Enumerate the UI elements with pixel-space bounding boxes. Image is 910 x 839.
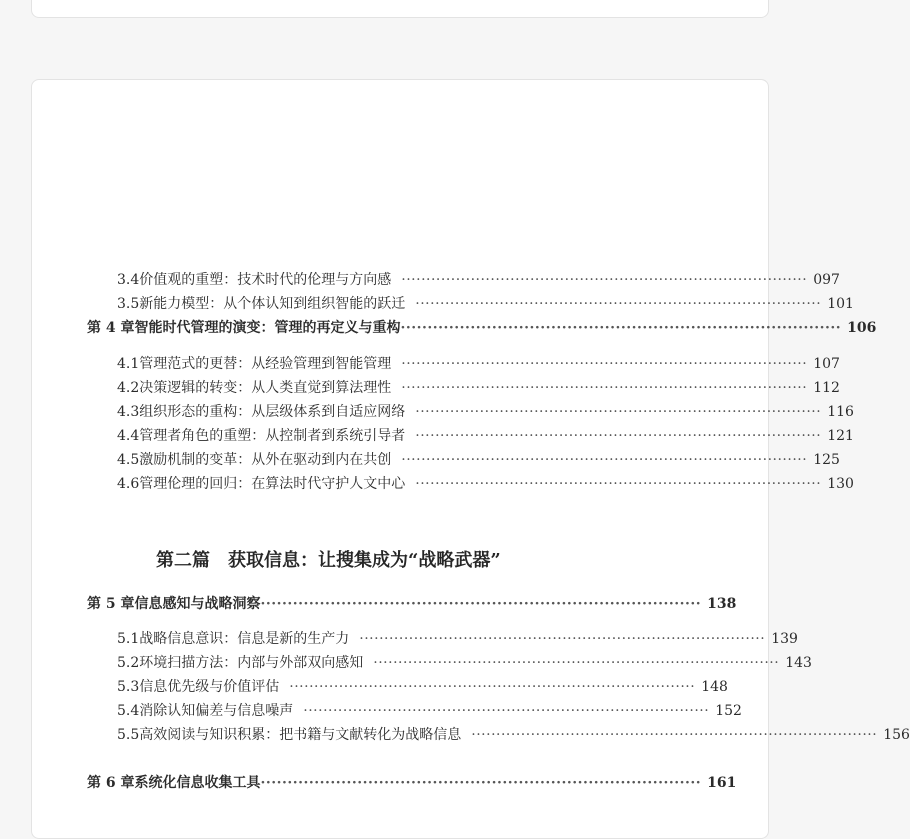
leader-dots: ··················································································: [260, 775, 702, 791]
section-title: 管理者角色的重塑：从控制者到系统引导者: [139, 428, 406, 444]
page-number: 148: [701, 679, 728, 695]
section-title: 价值观的重塑：技术时代的伦理与方向感: [139, 272, 392, 288]
part-title: 获取信息：让搜集成为“战略武器”: [228, 550, 501, 571]
section-number: 3.4: [117, 272, 140, 288]
leader-dots: ··················································································: [289, 679, 696, 695]
chapter-title: 信息感知与战略洞察: [134, 596, 261, 612]
toc-entry-4-1[interactable]: [117, 355, 840, 373]
section-number: 3.5: [117, 296, 140, 312]
previous-page-card: [31, 0, 769, 18]
leader-dots: ··················································································: [400, 320, 842, 336]
page-number: 156: [883, 727, 910, 743]
leader-dots: ··················································································: [415, 428, 822, 444]
page-number: 107: [813, 356, 840, 372]
leader-dots: ··················································································: [415, 404, 822, 420]
page-number: 130: [827, 476, 854, 492]
leader-dots: ··················································································: [401, 452, 808, 468]
part-number: 第二篇: [156, 550, 210, 571]
leader-dots: ··················································································: [401, 272, 808, 288]
section-number: 4.4: [117, 428, 140, 444]
toc-chapter-4[interactable]: [87, 319, 877, 337]
toc-entry-5-3[interactable]: [117, 678, 728, 696]
section-number: 4.5: [117, 452, 140, 468]
toc-entry-3-5[interactable]: [117, 295, 854, 313]
page-number: 121: [827, 428, 854, 444]
section-number: 5.4: [117, 703, 140, 719]
section-title: 战略信息意识：信息是新的生产力: [139, 631, 350, 647]
toc-entry-4-4[interactable]: [117, 427, 854, 445]
section-number: 4.1: [117, 356, 140, 372]
leader-dots: ··················································································: [359, 631, 766, 647]
page-number: 116: [827, 404, 854, 420]
leader-dots: ··················································································: [401, 380, 808, 396]
chapter-number: 第 5 章: [87, 596, 135, 612]
page-number: 152: [715, 703, 742, 719]
toc-entry-5-4[interactable]: [117, 702, 742, 720]
toc-entry-4-6[interactable]: [117, 475, 854, 493]
toc-entry-5-2[interactable]: [117, 654, 812, 672]
chapter-number: 第 4 章: [87, 320, 135, 336]
section-title: 管理范式的更替：从经验管理到智能管理: [139, 356, 392, 372]
section-number: 5.1: [117, 631, 140, 647]
section-number: 5.2: [117, 655, 140, 671]
section-number: 5.3: [117, 679, 140, 695]
section-title: 高效阅读与知识积累：把书籍与文献转化为战略信息: [139, 727, 462, 743]
section-title: 环境扫描方法：内部与外部双向感知: [139, 655, 364, 671]
chapter-title: 智能时代管理的演变：管理的再定义与重构: [134, 320, 401, 336]
section-number: 4.2: [117, 380, 140, 396]
leader-dots: ··················································································: [415, 296, 822, 312]
toc-entry-4-3[interactable]: [117, 403, 854, 421]
page-number: 106: [847, 320, 877, 336]
page-number: 138: [707, 596, 737, 612]
chapter-title: 系统化信息收集工具: [134, 775, 261, 791]
toc-entry-5-5[interactable]: [117, 726, 910, 744]
leader-dots: ··················································································: [401, 356, 808, 372]
toc-entry-4-2[interactable]: [117, 379, 840, 397]
page-number: 161: [707, 775, 737, 791]
toc-chapter-6[interactable]: [87, 774, 737, 792]
toc-entry-4-5[interactable]: [117, 451, 840, 469]
page-number: 101: [827, 296, 854, 312]
page-number: 143: [785, 655, 812, 671]
toc-entry-3-4[interactable]: [117, 271, 840, 289]
page-number: 125: [813, 452, 840, 468]
leader-dots: ··················································································: [471, 727, 878, 743]
section-number: 4.3: [117, 404, 140, 420]
leader-dots: ··················································································: [260, 596, 702, 612]
leader-dots: ··················································································: [415, 476, 822, 492]
chapter-number: 第 6 章: [87, 775, 135, 791]
section-number: 4.6: [117, 476, 140, 492]
section-title: 信息优先级与价值评估: [139, 679, 280, 695]
toc-chapter-5[interactable]: [87, 595, 737, 613]
section-title: 决策逻辑的转变：从人类直觉到算法理性: [139, 380, 392, 396]
section-title: 消除认知偏差与信息噪声: [139, 703, 294, 719]
toc-entry-5-1[interactable]: [117, 630, 798, 648]
page-number: 112: [813, 380, 840, 396]
section-title: 组织形态的重构：从层级体系到自适应网络: [139, 404, 406, 420]
leader-dots: ··················································································: [303, 703, 710, 719]
section-title: 激励机制的变革：从外在驱动到内在共创: [139, 452, 392, 468]
part-heading: [156, 546, 501, 572]
section-title: 管理伦理的回归：在算法时代守护人文中心: [139, 476, 406, 492]
section-number: 5.5: [117, 727, 140, 743]
leader-dots: ··················································································: [373, 655, 780, 671]
page-number: 139: [771, 631, 798, 647]
section-title: 新能力模型：从个体认知到组织智能的跃迁: [139, 296, 406, 312]
page-number: 097: [813, 272, 840, 288]
